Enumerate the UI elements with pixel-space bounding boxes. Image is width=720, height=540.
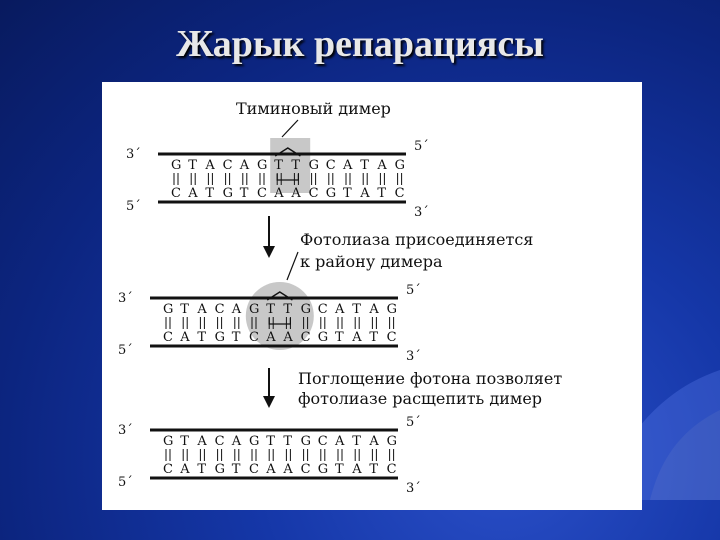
base-bottom: T [197,330,207,345]
base-bottom: C [249,330,259,345]
base-bottom: A [180,462,190,477]
base-top: T [360,158,369,173]
base-bottom: A [180,330,190,345]
base-bottom: C [308,186,319,201]
base-bottom: T [377,186,387,201]
base-top: A [377,158,387,173]
base-top: A [197,302,207,317]
base-bottom: G [325,186,337,201]
base-top: G [300,434,311,449]
base-top: G [249,434,260,449]
end-label-bottom-right: 3´ [414,205,429,220]
step1-label-line2: к району димера [300,252,443,271]
base-top: G [386,434,397,449]
base-top: G [394,158,405,173]
base-bottom: T [335,462,344,477]
end-label-bottom-right: 3´ [406,349,421,364]
base-top: G [163,302,174,317]
end-label-bottom-right: 3´ [406,481,421,496]
base-bottom: C [394,186,405,201]
base-bottom: T [231,330,241,345]
base-bottom: G [317,462,329,477]
end-label-bottom-left: 5´ [118,475,133,490]
base-bottom: T [205,186,215,201]
base-top: C [222,158,233,173]
base-bottom: C [257,186,267,201]
end-label-top-right: 5´ [406,415,421,430]
base-top: G [163,434,174,449]
base-top: C [317,434,328,449]
step2-label-line2: фотолиазе расщепить димер [298,389,543,408]
base-top: A [239,158,250,173]
base-bottom: T [343,186,352,201]
dimer-pointer [282,120,298,137]
base-bottom: G [214,462,225,477]
diagram-panel [102,82,642,510]
base-bottom: A [291,186,301,201]
base-bottom: C [249,462,259,477]
base-top: A [197,434,207,449]
base-bottom: T [335,330,344,345]
base-top: T [266,302,275,317]
step1-label-line1: Фотолиаза присоединяется [300,230,534,249]
base-bottom: C [386,330,397,345]
base-top: A [205,158,215,173]
base-bottom: C [300,462,311,477]
base-bottom: A [188,186,198,201]
base-top: T [352,434,361,449]
base-top: C [317,302,328,317]
base-bottom: T [239,186,249,201]
base-top: T [352,302,361,317]
end-label-top-right: 5´ [406,283,421,298]
base-top: T [180,302,189,317]
base-bottom: G [214,330,225,345]
dimer-label: Тиминовый димер [236,99,391,118]
base-top: T [283,302,293,317]
base-top: G [249,302,260,317]
base-top: A [231,434,242,449]
base-bottom: C [163,330,173,345]
base-top: A [231,302,242,317]
base-top: C [214,434,225,449]
base-bottom: A [274,186,284,201]
end-label-bottom-left: 5´ [126,199,141,214]
base-bottom: A [352,330,362,345]
base-bottom: G [222,186,233,201]
base-top: G [386,302,397,317]
base-top: T [283,434,293,449]
end-label-bottom-left: 5´ [118,343,133,358]
base-top: G [308,158,319,173]
base-bottom: A [352,462,362,477]
repair-diagram [102,82,642,510]
base-bottom: T [369,330,379,345]
end-label-top-left: 3´ [118,291,133,306]
dna-molecule-3 [118,415,421,496]
base-bottom: G [317,330,329,345]
base-top: A [369,302,379,317]
base-top: A [335,302,345,317]
base-bottom: T [197,462,207,477]
base-bottom: A [266,330,276,345]
base-top: C [325,158,336,173]
end-label-top-left: 3´ [118,423,133,438]
end-label-top-right: 5´ [414,139,429,154]
base-top: G [171,158,182,173]
step2-label-line1: Поглощение фотона позволяет [298,369,563,388]
base-bottom: C [163,462,173,477]
base-top: T [291,158,301,173]
dna-molecule-1 [126,138,429,220]
base-bottom: A [266,462,276,477]
base-top: T [266,434,275,449]
base-bottom: A [283,462,293,477]
end-label-top-left: 3´ [126,147,141,162]
base-bottom: C [300,330,311,345]
base-top: G [257,158,268,173]
base-top: A [335,434,345,449]
base-bottom: C [386,462,397,477]
arrow-1 [263,216,275,258]
base-top: T [188,158,197,173]
base-bottom: T [231,462,241,477]
step1-pointer [287,252,298,280]
arrow-2 [263,368,275,408]
base-top: T [274,158,283,173]
base-top: G [300,302,311,317]
base-top: C [214,302,225,317]
base-top: A [369,434,379,449]
base-top: T [180,434,189,449]
base-bottom: C [171,186,181,201]
slide-title: Жарык репарациясы [176,23,544,65]
base-bottom: A [283,330,293,345]
dna-molecule-2 [118,282,421,364]
base-bottom: A [360,186,370,201]
base-top: A [343,158,353,173]
base-bottom: T [369,462,379,477]
